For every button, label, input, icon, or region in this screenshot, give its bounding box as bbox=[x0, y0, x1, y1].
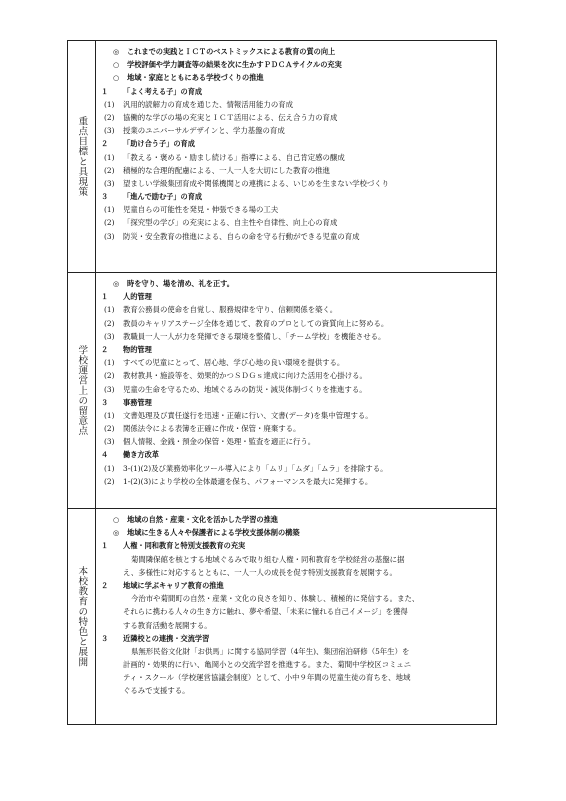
heading-text: 事務管理 bbox=[123, 397, 152, 407]
policy-text: 時を守り、場を清め、礼を正す。 bbox=[127, 279, 234, 288]
paragraph-line: する教育活動を展開する。 bbox=[123, 620, 212, 630]
item-text: 「教える・褒める・励まし続ける」指導による、自己肯定感の醸成 bbox=[123, 152, 345, 162]
paragraph-line: ティ・スクール（学校運営協議会制度）として、小中９年間の児童生徒の育ちを、地域 bbox=[123, 673, 411, 683]
bullet-marker: ◎ bbox=[113, 528, 120, 538]
paragraph-line: ぐるみで支援する。 bbox=[123, 686, 190, 696]
item-number: (1) bbox=[104, 463, 115, 473]
item-number: (2) bbox=[104, 318, 115, 328]
heading-line bbox=[101, 290, 496, 303]
heading-number: ３ bbox=[101, 192, 109, 202]
section-label-text: 重点目標と具現策 bbox=[76, 116, 88, 197]
policy-text: これまでの実践とＩＣＴのベストミックスによる教育の質の向上 bbox=[127, 47, 336, 56]
item-text: 汎用的読解力の育成を通じた、情報活用能力の育成 bbox=[123, 99, 293, 109]
item-line bbox=[101, 164, 496, 177]
section-row-management bbox=[68, 273, 496, 509]
policy-text: 地域に生きる人々や保護者による学校支援体制の構築 bbox=[127, 528, 300, 538]
item-number: (1) bbox=[104, 358, 115, 368]
bullet-marker: ○ bbox=[113, 515, 120, 524]
heading-number: ３ bbox=[101, 397, 109, 407]
item-line bbox=[101, 111, 496, 124]
item-number: (1) bbox=[104, 152, 115, 162]
section-row-features bbox=[68, 509, 496, 724]
section-content bbox=[96, 273, 496, 508]
item-text: 教員のキャリアステージ全体を通じて、教育のプロとしての資質向上に努める。 bbox=[123, 318, 389, 328]
paragraph-line: それらに携わる人々の生き方に触れ、夢や希望、「未来に憧れる自己イメージ」を獲得 bbox=[123, 607, 408, 617]
item-number: (1) bbox=[104, 410, 115, 420]
bullet-marker: ◎ bbox=[113, 279, 120, 288]
item-line bbox=[101, 435, 496, 448]
heading-number: １ bbox=[101, 86, 109, 96]
item-text: 教職員一人一人が力を発揮できる環境を整備し、「チーム学校」を機能させる。 bbox=[123, 331, 386, 341]
section-label bbox=[68, 509, 96, 724]
paragraph-line: 計画的・効果的に行い、亀岡小との交流学習を推進する。また、菊間中学校区コミュニ bbox=[123, 660, 412, 670]
heading-line bbox=[101, 190, 496, 203]
heading-line bbox=[101, 137, 496, 150]
item-text: 児童の生命を守るため、地域ぐるみの防災・減災体制づくりを推進する。 bbox=[123, 384, 367, 394]
section-label bbox=[68, 41, 96, 272]
policy-line bbox=[101, 58, 496, 71]
heading-number: ２ bbox=[101, 344, 109, 354]
item-text: すべての児童にとって、居心地、学び心地の良い環境を提供する。 bbox=[123, 358, 345, 368]
bullet-marker: ○ bbox=[113, 60, 120, 70]
item-text: 個人情報、金銭・預金の保管・処理・監査を適正に行う。 bbox=[123, 437, 316, 447]
paragraph-line: 菊間隣保館を核とする地域ぐるみで取り組む人権・同和教育を学校経営の基盤に据 bbox=[131, 554, 405, 564]
item-line bbox=[101, 124, 496, 137]
item-text: 防災・安全教育の推進による、自らの命を守る行動ができる児童の育成 bbox=[123, 231, 360, 241]
item-number: (2) bbox=[104, 424, 115, 434]
heading-number: １ bbox=[101, 541, 109, 551]
item-line bbox=[101, 303, 496, 316]
item-line bbox=[101, 475, 496, 488]
policy-line bbox=[101, 526, 496, 539]
section-content bbox=[96, 509, 496, 724]
item-text: 教材教具・施設等を、効果的かつＳＤＧｓ達成に向けた活用を心掛ける。 bbox=[123, 371, 367, 381]
item-line bbox=[101, 369, 496, 382]
item-number: (3) bbox=[104, 437, 115, 447]
item-line bbox=[101, 230, 496, 243]
item-text: 協働的な学びの場の充実とＩＣＴ活用による、伝え合う力の育成 bbox=[123, 112, 338, 122]
policy-text: 地域・家庭とともにある学校づくりの推進 bbox=[127, 73, 264, 83]
item-number: (3) bbox=[104, 231, 115, 241]
policy-line bbox=[101, 45, 496, 58]
item-number: (3) bbox=[104, 384, 115, 394]
item-line bbox=[101, 98, 496, 111]
item-text: 「探究型の学び」の充実による、自主性や自律性、向上心の育成 bbox=[123, 218, 338, 228]
item-number: (1) bbox=[104, 99, 115, 109]
heading-number: ２ bbox=[101, 139, 109, 149]
heading-text: 「よく考える子」の育成 bbox=[123, 86, 203, 96]
heading-text: 「進んで励む子」の育成 bbox=[123, 192, 203, 202]
heading-number: ２ bbox=[101, 580, 109, 590]
section-label bbox=[68, 273, 96, 508]
heading-line bbox=[101, 343, 496, 356]
heading-text: 人権・同和教育と特別支援教育の充実 bbox=[123, 541, 246, 551]
paragraph-line: 今治市や菊間町の自然・産業・文化の良さを知り、体験し、積極的に発信する。また、 bbox=[131, 594, 420, 604]
heading-number: １ bbox=[101, 292, 109, 302]
bullet-marker: ◎ bbox=[113, 47, 120, 56]
heading-line bbox=[101, 448, 496, 461]
item-number: (3) bbox=[104, 126, 115, 136]
item-number: (1) bbox=[104, 305, 115, 315]
heading-text: 物的管理 bbox=[123, 344, 152, 354]
item-number: (2) bbox=[104, 476, 115, 486]
policy-line bbox=[101, 277, 496, 290]
item-line bbox=[101, 216, 496, 229]
item-text: 望ましい学級集団育成や関係機関との連携による、いじめを生まない学校づくり bbox=[123, 178, 390, 188]
item-number: (2) bbox=[104, 165, 115, 175]
policy-text: 地域の自然・産業・文化を活かした学習の推進 bbox=[127, 515, 278, 524]
item-number: (2) bbox=[104, 218, 115, 228]
item-number: (1) bbox=[104, 205, 115, 215]
item-text: 積極的な合理的配慮による、一人一人を大切にした教育の推進 bbox=[123, 165, 330, 175]
item-text: 教育公務員の使命を自覚し、服務規律を守り、信頼関係を築く。 bbox=[123, 305, 338, 315]
item-text: 授業のユニバーサルデザインと、学力基盤の育成 bbox=[123, 126, 285, 136]
heading-line bbox=[101, 632, 496, 645]
policy-text: 学校評価や学力調査等の結果を次に生かすＰＤＣＡサイクルの充実 bbox=[127, 60, 342, 70]
policy-line bbox=[101, 71, 496, 84]
heading-text: 「助け合う子」の育成 bbox=[123, 139, 195, 149]
item-line bbox=[101, 462, 496, 475]
heading-text: 近隣校との連携・交流学習 bbox=[123, 633, 210, 643]
item-number: (3) bbox=[104, 178, 115, 188]
heading-line bbox=[101, 579, 496, 592]
heading-line bbox=[101, 539, 496, 552]
item-line bbox=[101, 409, 496, 422]
item-text: 1-(2)(3)により学校の全体最適を保ち、パフォーマンスを最大に発揮する。 bbox=[123, 476, 373, 486]
section-content bbox=[96, 41, 496, 272]
paragraph-line: え、多様性に対応するとともに、一人一人の成長を促す特別支援教育を展開する。 bbox=[123, 567, 397, 577]
policy-line bbox=[101, 513, 496, 526]
heading-number: ４ bbox=[101, 450, 109, 460]
plan-table bbox=[67, 40, 497, 725]
item-number: (2) bbox=[104, 371, 115, 381]
item-text: 関係法令による表簿を正確に作成・保管・廃棄する。 bbox=[123, 424, 301, 434]
heading-line bbox=[101, 396, 496, 409]
item-text: 児童自らの可能性を発見・伸張できる場の工夫 bbox=[123, 205, 279, 215]
item-line bbox=[101, 356, 496, 369]
item-line bbox=[101, 317, 496, 330]
item-line bbox=[101, 383, 496, 396]
item-number: (3) bbox=[104, 331, 115, 341]
item-line bbox=[101, 177, 496, 190]
heading-number: ３ bbox=[101, 633, 109, 643]
heading-text: 地域に学ぶキャリア教育の推進 bbox=[123, 580, 224, 590]
section-label-text: 本校教育の特色と展開 bbox=[76, 566, 88, 667]
item-line bbox=[101, 151, 496, 164]
item-line bbox=[101, 203, 496, 216]
section-row-focus bbox=[68, 41, 496, 273]
item-line bbox=[101, 422, 496, 435]
item-number: (2) bbox=[104, 112, 115, 122]
item-line bbox=[101, 330, 496, 343]
heading-text: 働き方改革 bbox=[123, 450, 159, 460]
heading-text: 人的管理 bbox=[123, 292, 152, 302]
bullet-marker: ○ bbox=[113, 73, 120, 83]
paragraph-line: 県無形民俗文化財「お供馬」に関する協同学習（4年生)、集団宿泊研修（5年生）を bbox=[131, 646, 410, 656]
section-label-text: 学校運営上の留意点 bbox=[76, 345, 88, 436]
heading-line bbox=[101, 85, 496, 98]
item-text: 3-(1)(2)及び業務効率化ツール導入により「ムリ」「ムダ」「ムラ」を排除する。 bbox=[123, 463, 388, 473]
item-text: 文書処理及び責任遂行を迅速・正確に行い、文書(データ)を集中管理する。 bbox=[123, 410, 373, 420]
